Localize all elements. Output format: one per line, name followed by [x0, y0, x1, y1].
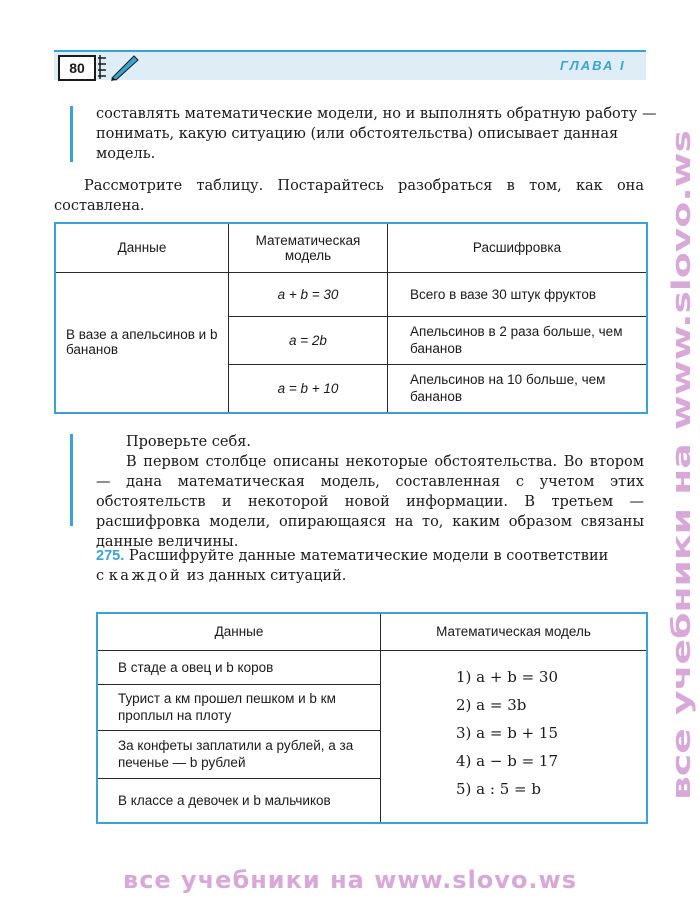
- table2-situation: За конфеты заплатили a рублей, а за печенье — b рублей: [98, 730, 381, 778]
- intro-paragraph: [96, 104, 657, 164]
- table1-data-cell: В вазе a апельсинов и b бананов: [56, 272, 229, 412]
- table2-situation: В стаде a овец и b коров: [98, 650, 381, 684]
- table2-model: 5) a : 5 = b: [456, 779, 541, 798]
- exercise-text: Расшифруйте данные математические модели в соответствии: [128, 548, 609, 564]
- table2-frame: [96, 612, 648, 824]
- check-block: [96, 432, 644, 552]
- table1-decode: Апельсинов в 2 раза больше, чем бананов: [388, 316, 647, 364]
- watermark-vertical: [660, 120, 700, 800]
- table1-header-decode: Расшифровка: [388, 224, 647, 272]
- intro-line: составлять математические модели, но и выполнять обратную работу —: [96, 106, 657, 122]
- watermark-bottom: все учебники на www.slovo.ws: [123, 866, 577, 894]
- chapter-title: ГЛАВА I: [560, 58, 626, 73]
- table2-model: 2) a = 3b: [456, 695, 527, 714]
- table2: [98, 614, 646, 822]
- table1-model: a + b = 30: [229, 272, 388, 316]
- table2-header-model: Математическая модель: [381, 614, 647, 650]
- intro-line: модель.: [96, 146, 156, 162]
- exercise-number: 275.: [96, 548, 125, 564]
- table1-decode: Апельсинов на 10 больше, чем бананов: [388, 364, 647, 412]
- page-number: 80: [58, 55, 96, 81]
- margin-bar: [70, 106, 73, 162]
- check-text: В первом столбце описаны некоторые обстоятельства. Во втором — дана математическая модель, составленная с учетом этих обстоятельств и некоторой новой информации. В третьем — расшифровка модели, опирающаяся на то, каким образом связаны данные величины.: [96, 454, 644, 550]
- table2-model: 3) a = b + 15: [456, 723, 559, 742]
- table2-model: 1) a + b = 30: [456, 667, 559, 686]
- table1-frame: [54, 222, 648, 414]
- table2-model: 4) a − b = 17: [456, 751, 559, 770]
- table1-header-data: Данные: [56, 224, 229, 272]
- exercise-text: из данных ситуаций.: [186, 568, 347, 584]
- table1-model: a = b + 10: [229, 364, 388, 412]
- intro-line: понимать, какую ситуацию (или обстоятельства) описывает данная: [96, 126, 619, 142]
- table2-situation: В классе a девочек и b мальчиков: [98, 778, 381, 822]
- exercise-text-spaced: каждой: [108, 568, 183, 584]
- table1-model: a = 2b: [229, 316, 388, 364]
- check-title: Проверьте себя.: [126, 434, 251, 450]
- consider-paragraph: Рассмотрите таблицу. Постарайтесь разобраться в том, как она составлена.: [54, 178, 644, 214]
- exercise-text: с: [96, 568, 105, 584]
- spiral-pencil-icon: [94, 52, 144, 82]
- margin-bar: [70, 434, 73, 526]
- table1: [56, 224, 646, 412]
- table2-header-data: Данные: [98, 614, 381, 650]
- table2-models-cell: [381, 650, 647, 822]
- svg-text:все учебники на www.slovo.ws: все учебники на www.slovo.ws: [667, 338, 697, 800]
- exercise-275: [96, 546, 644, 586]
- table2-situation: Турист a км прошел пешком и b км проплыл на плоту: [98, 684, 381, 730]
- table1-header-model: Математическая модель: [229, 224, 388, 272]
- table1-decode: Всего в вазе 30 штук фруктов: [388, 272, 647, 316]
